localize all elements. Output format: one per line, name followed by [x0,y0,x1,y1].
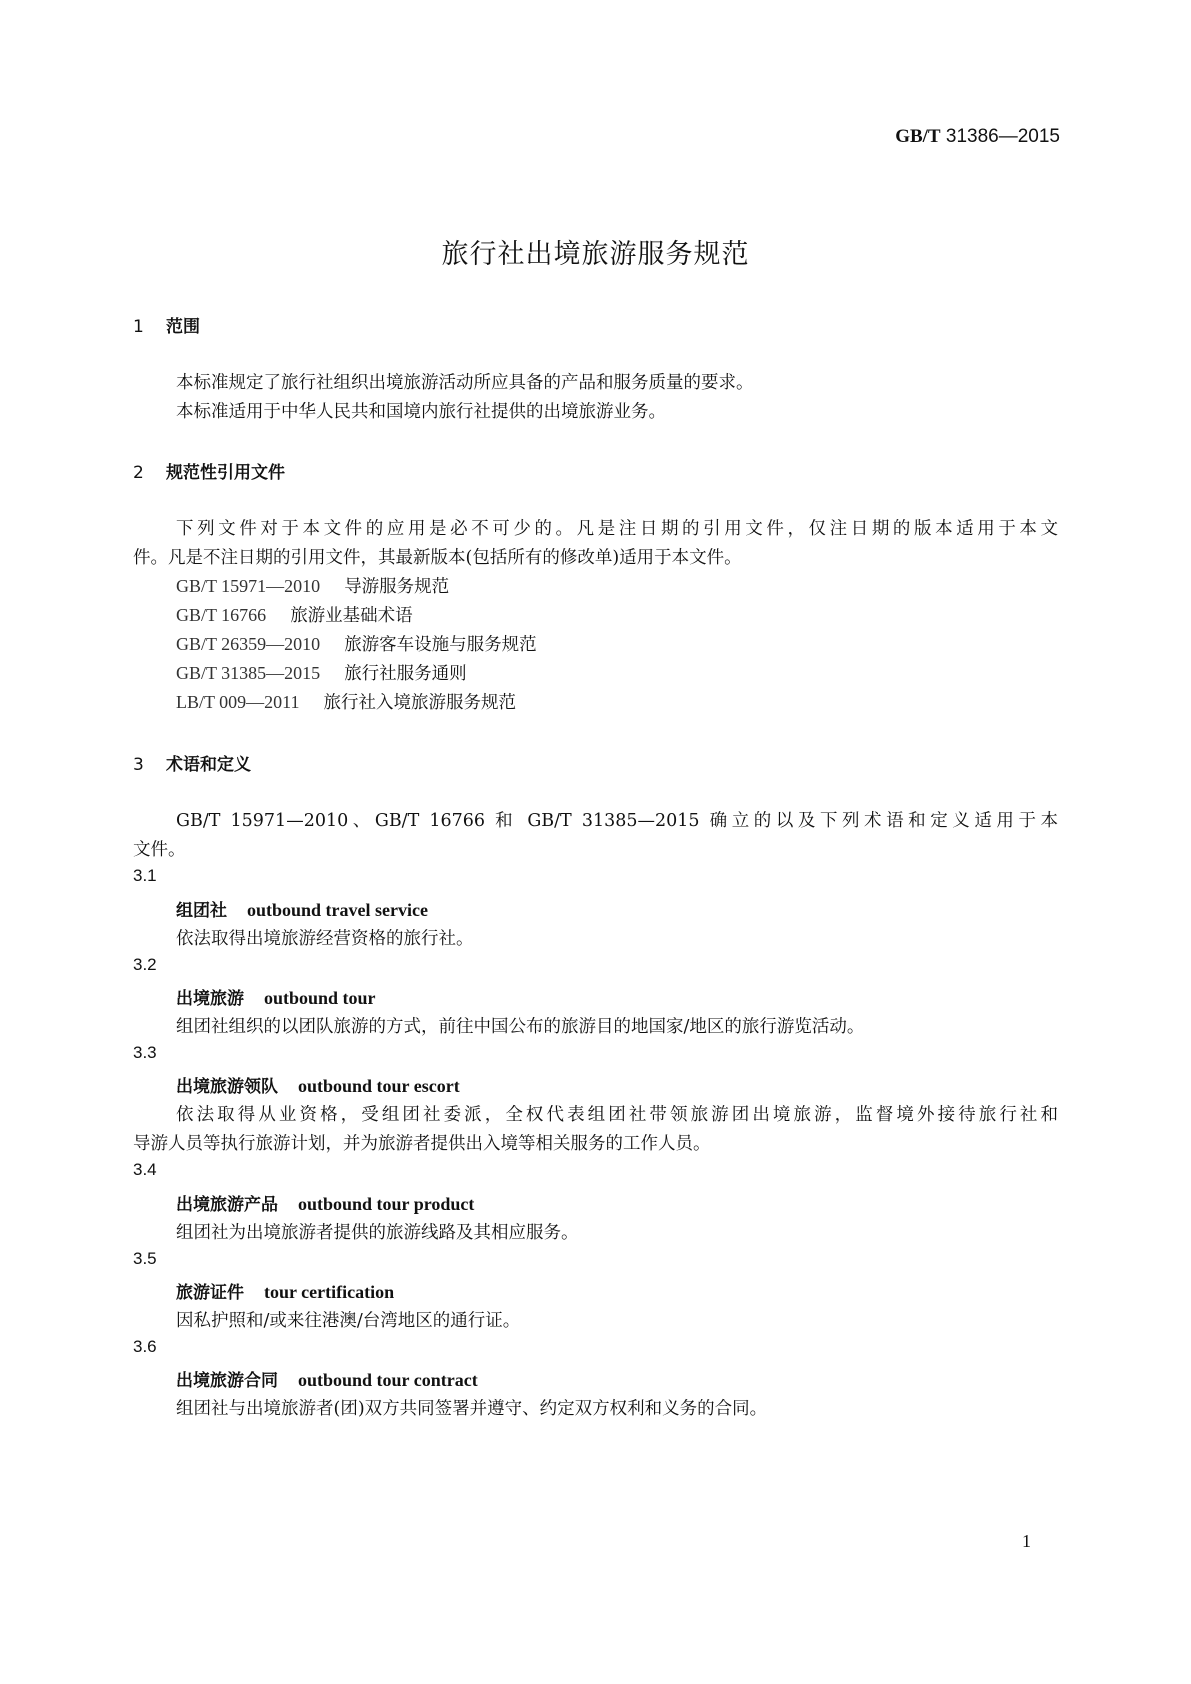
term-zh: 组团社 [176,901,227,921]
term-en: outbound tour [264,988,376,1008]
section-3-intro-line-2: 文件。 [133,840,186,860]
reference-title: 旅行社入境旅游服务规范 [323,693,517,713]
section-3-heading [133,750,251,775]
term-definition: 依法取得出境旅游经营资格的旅行社。 [176,929,474,949]
term-definition: 依法取得从业资格，受组团社委派，全权代表组团社带领旅游团出境旅游，监督境外接待旅行社和 [176,1105,1058,1125]
term-number: 3.3 [133,1043,157,1062]
term-definition: 组团社与出境旅游者(团)双方共同签署并遵守、约定双方权利和义务的合同。 [176,1399,768,1419]
section-title: 规范性引用文件 [166,463,285,483]
reference-title: 旅行社服务通则 [344,664,467,684]
reference-code: GB/T 31385—2015 [176,663,321,683]
term-heading [176,1366,478,1391]
section-title: 术语和定义 [166,755,251,775]
standard-code-number: 31386—2015 [945,126,1060,147]
reference-title: 导游服务规范 [344,577,450,597]
section-2-intro-line-2: 件。凡是不注日期的引用文件，其最新版本(包括所有的修改单)适用于本文件。 [133,548,742,568]
term-heading [176,1190,474,1215]
term-definition: 因私护照和/或来往港澳/台湾地区的通行证。 [176,1311,521,1331]
term-en: outbound tour escort [298,1076,460,1096]
reference-item [176,602,413,627]
term-zh: 出境旅游合同 [176,1371,278,1391]
standard-code [895,126,1060,148]
term-en: tour certification [264,1282,395,1302]
term-definition: 组团社为出境旅游者提供的旅游线路及其相应服务。 [176,1223,579,1243]
term-number: 3.2 [133,955,157,974]
section-3-intro-line-1: GB/T 15971—2010、GB/T 16766 和 GB/T 31385—2015 确立的以及下列术语和定义适用于本 [176,811,1058,831]
section-2-heading [133,458,285,483]
reference-item [176,631,537,656]
standard-code-prefix: GB/T [895,126,941,147]
term-number: 3.4 [133,1160,157,1179]
section-title: 范围 [166,317,200,337]
reference-item [176,689,516,714]
reference-code: LB/T 009—2011 [176,692,300,712]
reference-item [176,660,467,685]
document-title: 旅行社出境旅游服务规范 [441,239,750,270]
section-number: 2 [133,463,144,483]
term-heading [176,896,428,921]
section-1-paragraph-2: 本标准适用于中华人民共和国境内旅行社提供的出境旅游业务。 [176,402,666,422]
term-heading [176,984,376,1009]
reference-code: GB/T 26359—2010 [176,634,321,654]
term-zh: 旅游证件 [176,1283,244,1303]
term-zh: 出境旅游产品 [176,1195,278,1215]
reference-title: 旅游客车设施与服务规范 [344,635,537,655]
term-definition-continued: 导游人员等执行旅游计划，并为旅游者提供出入境等相关服务的工作人员。 [133,1134,711,1154]
term-number: 3.1 [133,866,157,885]
reference-title: 旅游业基础术语 [290,606,413,626]
term-heading [176,1278,394,1303]
section-2-intro-line-1: 下列文件对于本文件的应用是必不可少的。凡是注日期的引用文件，仅注日期的版本适用于本文 [176,519,1058,539]
term-en: outbound tour product [298,1194,475,1214]
term-zh: 出境旅游领队 [176,1077,278,1097]
page-number: 1 [1022,1531,1031,1551]
term-heading [176,1072,460,1097]
section-number: 1 [133,317,144,337]
reference-code: GB/T 15971—2010 [176,576,321,596]
reference-code: GB/T 16766 [176,605,267,625]
term-en: outbound travel service [247,900,428,920]
term-zh: 出境旅游 [176,989,244,1009]
term-en: outbound tour contract [298,1370,478,1390]
section-number: 3 [133,755,144,775]
section-1-paragraph-1: 本标准规定了旅行社组织出境旅游活动所应具备的产品和服务质量的要求。 [176,373,754,393]
section-1-heading [133,312,200,337]
term-number: 3.6 [133,1337,157,1356]
term-definition: 组团社组织的以团队旅游的方式，前往中国公布的旅游目的地国家/地区的旅行游览活动。 [176,1017,865,1037]
term-number: 3.5 [133,1249,157,1268]
reference-item [176,573,449,598]
